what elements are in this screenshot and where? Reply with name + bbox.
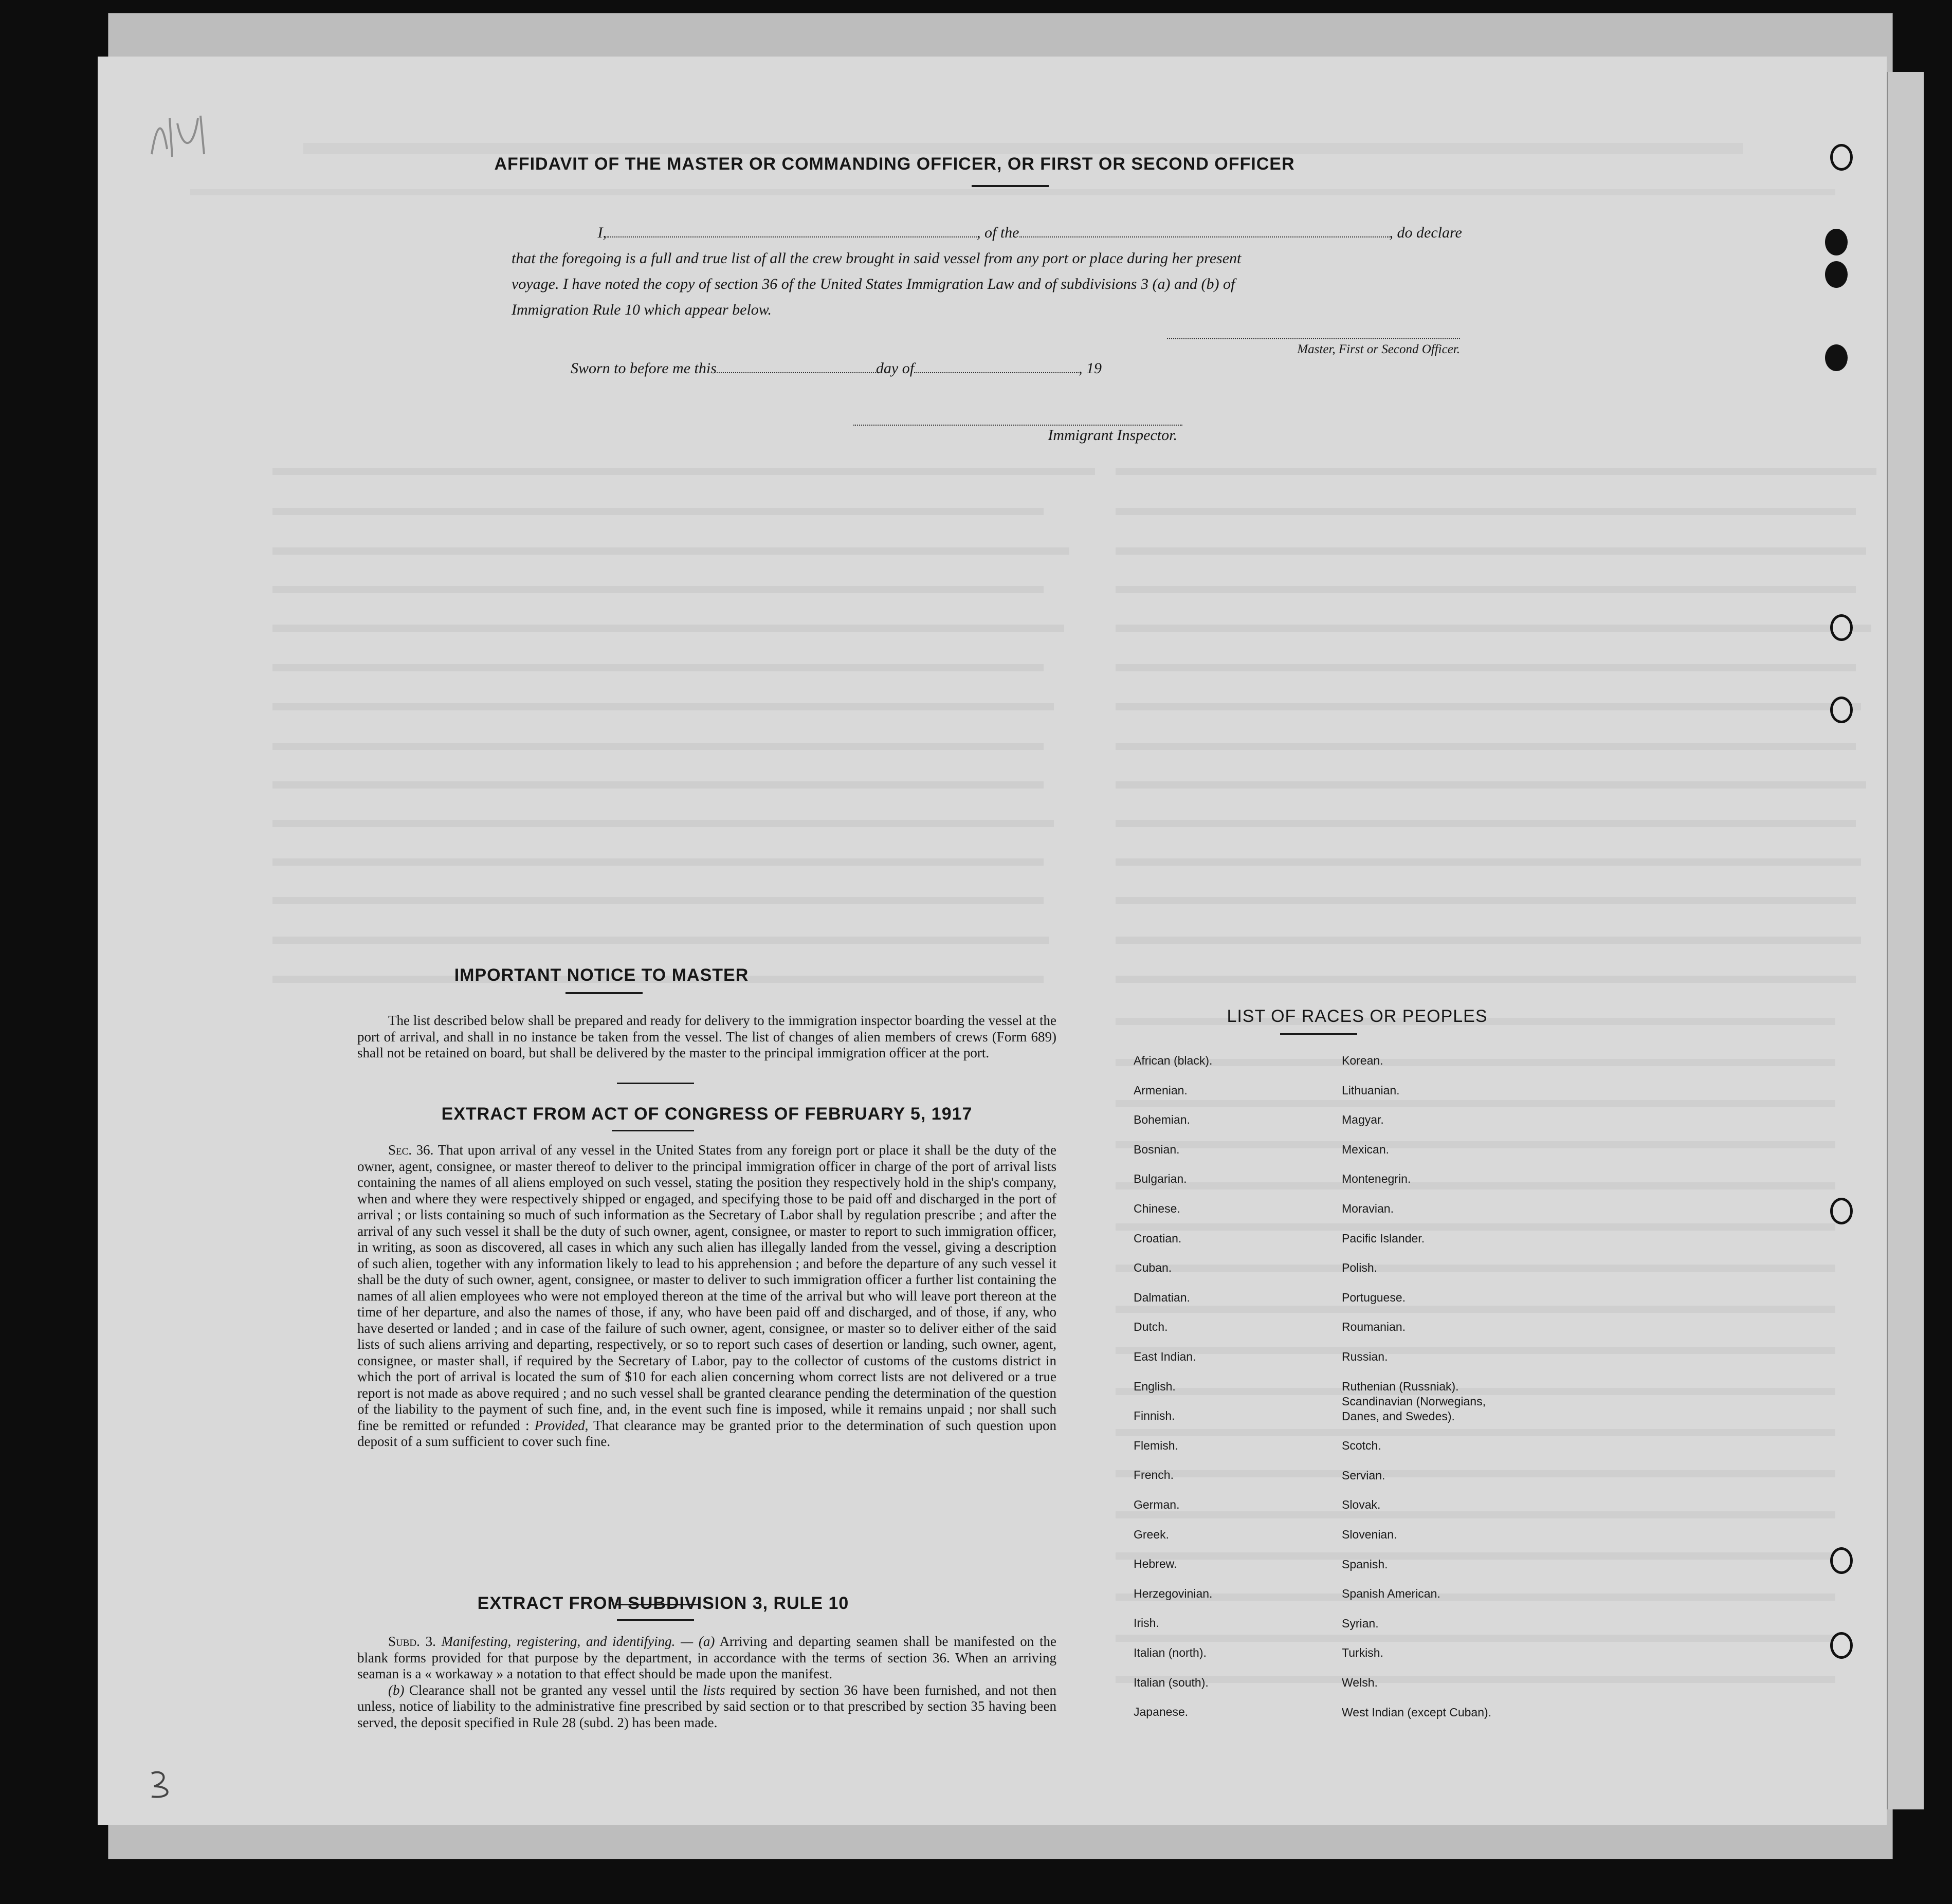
inspector-caption: Immigrant Inspector.	[1048, 427, 1177, 444]
races-rule	[1280, 1033, 1357, 1035]
rule-a-label: — (a)	[681, 1634, 715, 1649]
race-item: West Indian (except Cuban).	[1342, 1705, 1492, 1719]
race-item: Irish.	[1134, 1616, 1159, 1630]
race-item: Danes, and Swedes).	[1342, 1409, 1455, 1423]
race-item: German.	[1134, 1498, 1180, 1511]
affidavit-line-1	[578, 220, 1462, 246]
month-blank	[914, 372, 1079, 373]
race-item: Slovak.	[1342, 1498, 1381, 1512]
affidavit-body	[512, 246, 1303, 323]
binder-hole	[1825, 261, 1848, 288]
inspector-signature-line	[853, 425, 1182, 426]
vessel-blank	[1019, 236, 1390, 237]
race-item: Herzegovinian.	[1134, 1586, 1213, 1600]
affidavit-title: AFFIDAVIT OF THE MASTER OR COMMANDING OFFICER, OR FIRST OR SECOND OFFICER	[494, 154, 1295, 174]
race-item: Bulgarian.	[1134, 1172, 1187, 1186]
affidavit-i: I,	[597, 224, 607, 241]
race-item: Turkish.	[1342, 1646, 1383, 1660]
race-item: French.	[1134, 1468, 1174, 1482]
race-item: Flemish.	[1134, 1438, 1178, 1452]
race-item: Italian (north).	[1134, 1646, 1207, 1659]
race-item: Greek.	[1134, 1527, 1170, 1541]
race-item: Pacific Islander.	[1342, 1231, 1425, 1245]
page-edge-stack	[1887, 72, 1924, 1809]
handwritten-mark	[147, 108, 218, 164]
races-title: LIST OF RACES OR PEOPLES	[1227, 1006, 1488, 1026]
name-blank	[607, 236, 977, 237]
notice-rule	[565, 992, 643, 994]
document-page	[98, 57, 1887, 1825]
rule-body	[357, 1634, 1056, 1731]
binder-hole	[1830, 144, 1853, 171]
binder-hole	[1830, 697, 1853, 723]
affidavit-of-the: , of the	[977, 224, 1019, 241]
race-item: Scandinavian (Norwegians,	[1342, 1394, 1486, 1408]
rule-b-label: (b)	[388, 1682, 405, 1698]
race-item: Roumanian.	[1342, 1320, 1406, 1334]
race-item: Lithuanian.	[1342, 1083, 1400, 1097]
race-item: Russian.	[1342, 1350, 1388, 1363]
affidavit-do-declare: , do declare	[1389, 224, 1462, 241]
act-proviso-label: Provided,	[534, 1417, 589, 1433]
race-item: Polish.	[1342, 1261, 1378, 1275]
race-item: Slovenian.	[1342, 1528, 1397, 1541]
rule-rule	[617, 1619, 694, 1621]
notice-body: The list described below shall be prepared and ready for delivery to the immigration inspector boarding the vessel at the port of arrival, and shall in no instance be taken from the vessel. The list of changes of alien members of crews (Form 689) shall not be retained on board, but shall be delivered by the master to the principal immigration officer at the port.	[357, 1013, 1056, 1060]
affidavit-text	[578, 220, 1462, 246]
race-item: Spanish American.	[1342, 1587, 1440, 1601]
race-item: Croatian.	[1134, 1231, 1182, 1245]
act-body	[357, 1142, 1056, 1450]
act-sec-label: Sec. 36.	[388, 1142, 434, 1158]
binder-hole	[1830, 1632, 1853, 1659]
race-item: English.	[1134, 1379, 1176, 1393]
master-signature-caption: Master, First or Second Officer.	[1297, 342, 1460, 356]
master-signature-line	[1167, 338, 1460, 339]
binder-hole	[1825, 344, 1848, 371]
race-item: Montenegrin.	[1342, 1172, 1411, 1186]
race-item: Italian (south).	[1134, 1675, 1209, 1689]
rule-para-a	[357, 1634, 1056, 1682]
race-item: Bosnian.	[1134, 1142, 1180, 1156]
binder-hole	[1830, 614, 1853, 641]
race-item: Portuguese.	[1342, 1290, 1406, 1304]
act-text: That upon arrival of any vessel in the United States from any foreign port or place it shall be the duty of the owner, agent, consignee, or master thereof to deliver to the principal immigration officer in charge of the port of arrival lists containing the names of all aliens employed on such vessel, stating the position they respectively hold in the ship's company, when and where they were respectively shipped or engaged, and specifying those to be paid off and discharged in the port of arrival ; or lists containing so much of such information as the Secretary of Labor shall by regulation prescribe ; and after the arrival of any such vessel it shall be the duty of such owner, agent, consignee, or master to report to such immigration officer, in writing, as soon as discovered, all cases in which any such alien has illegally landed from the vessel, giving a description of such alien, together with any information likely to lead to his apprehension ; and before the departure of any such vessel it shall be the duty of such owner, agent, consignee, or master to deliver to such immigration officer a further list containing the names of all alien employees who were not employed thereon at the time of the arrival but who will leave port thereon at the time of her departure, and also the names of those, if any, who have been paid off and discharged, and of those, if any, who have deserted or landed ; and in case of the failure of such owner, agent, consignee, or master so to deliver either of the said lists of such aliens arriving and departing, respectively, or so to report such cases of desertion or landing, such owner, agent, consignee, or master shall, if required by the Secretary of Labor, pay to the collector of customs of the customs district in which the port of arrival is located the sum of $10 for each alien concerning whom correct lists are not delivered or a true report is not made as above required ; and no such vessel shall be granted clearance pending the determination of the question of the liability to the payment of such fine, and, in the event such fine is imposed, while it remains unpaid ; nor shall such fine be remitted or refunded :	[357, 1142, 1056, 1433]
day-blank	[717, 372, 876, 373]
race-item: Magyar.	[1342, 1113, 1384, 1127]
race-item: Cuban.	[1134, 1261, 1172, 1275]
act-proviso: That clearance may be granted prior to the determination of such question upon deposit of a sum sufficient to cover such fine.	[357, 1417, 1057, 1449]
year-text: , 19	[1079, 360, 1102, 377]
race-item: Chinese.	[1134, 1202, 1180, 1215]
title-rule	[972, 185, 1049, 187]
binder-hole	[1830, 1547, 1853, 1574]
affidavit-line-4: Immigration Rule 10 which appear below.	[512, 301, 772, 318]
rule-b-body-1: Clearance shall not be granted any vessel until the	[409, 1682, 698, 1698]
race-item: Korean.	[1342, 1054, 1383, 1067]
rule-b-lists: lists	[703, 1682, 725, 1698]
race-item: Mexican.	[1342, 1142, 1390, 1156]
rule-subd-label: Subd. 3.	[388, 1634, 436, 1649]
race-item: Dalmatian.	[1134, 1290, 1190, 1304]
race-item: Armenian.	[1134, 1083, 1188, 1097]
race-item: East Indian.	[1134, 1350, 1196, 1363]
race-item: Servian.	[1342, 1468, 1385, 1482]
notice-title: IMPORTANT NOTICE TO MASTER	[454, 965, 749, 985]
notice-divider	[617, 1083, 694, 1084]
rule-a-body: Arriving and departing seamen shall be manifested on the blank forms provided for that purpose by the department, in accordance with the terms of section 36. When an arriving seaman is a « workaway » a notation to that effect should be made upon the manifest.	[357, 1634, 1056, 1681]
race-item: African (black).	[1134, 1054, 1213, 1067]
sworn-text: Sworn to before me this	[571, 360, 717, 377]
affidavit-line-2: that the foregoing is a full and true list of all the crew brought in said vessel from any port or place during her present	[512, 250, 1242, 267]
affidavit-line-3: voyage. I have noted the copy of section 36 of the United States Immigration Law and of subdivisions 3 (a) and (b) of	[512, 276, 1235, 292]
race-item: Ruthenian (Russniak).	[1342, 1379, 1459, 1393]
rule-title: EXTRACT FROM SUBDIVISION 3, RULE 10	[477, 1594, 849, 1613]
race-item: Dutch.	[1134, 1320, 1168, 1334]
rule-para-b	[357, 1682, 1056, 1731]
sworn-line	[571, 360, 1290, 377]
binder-hole	[1825, 229, 1848, 255]
rule-subd-heading: Manifesting, registering, and identifying.	[441, 1634, 676, 1649]
race-item: Hebrew.	[1134, 1557, 1177, 1571]
race-item: Spanish.	[1342, 1557, 1388, 1571]
race-item: Syrian.	[1342, 1616, 1379, 1630]
rule-b-body-2: required by section 36 have been furnished, and not then unless, notice of liability to the administrative fine prescribed by said section or to that prescribed by section 35 having been served, the deposit specified in Rule 28 (subd. 2) has been made.	[357, 1682, 1057, 1730]
binder-hole	[1830, 1198, 1853, 1224]
race-item: Welsh.	[1342, 1676, 1378, 1689]
act-rule	[612, 1130, 694, 1131]
race-item: Scotch.	[1342, 1439, 1381, 1453]
race-item: Japanese.	[1134, 1705, 1189, 1719]
race-item: Bohemian.	[1134, 1113, 1190, 1127]
day-of-text: day of	[875, 360, 915, 377]
act-title: EXTRACT FROM ACT OF CONGRESS OF FEBRUARY 5, 1917	[441, 1104, 973, 1124]
race-item: Moravian.	[1342, 1202, 1394, 1215]
race-item: Finnish.	[1134, 1409, 1175, 1423]
handwritten-mark	[144, 1763, 185, 1804]
